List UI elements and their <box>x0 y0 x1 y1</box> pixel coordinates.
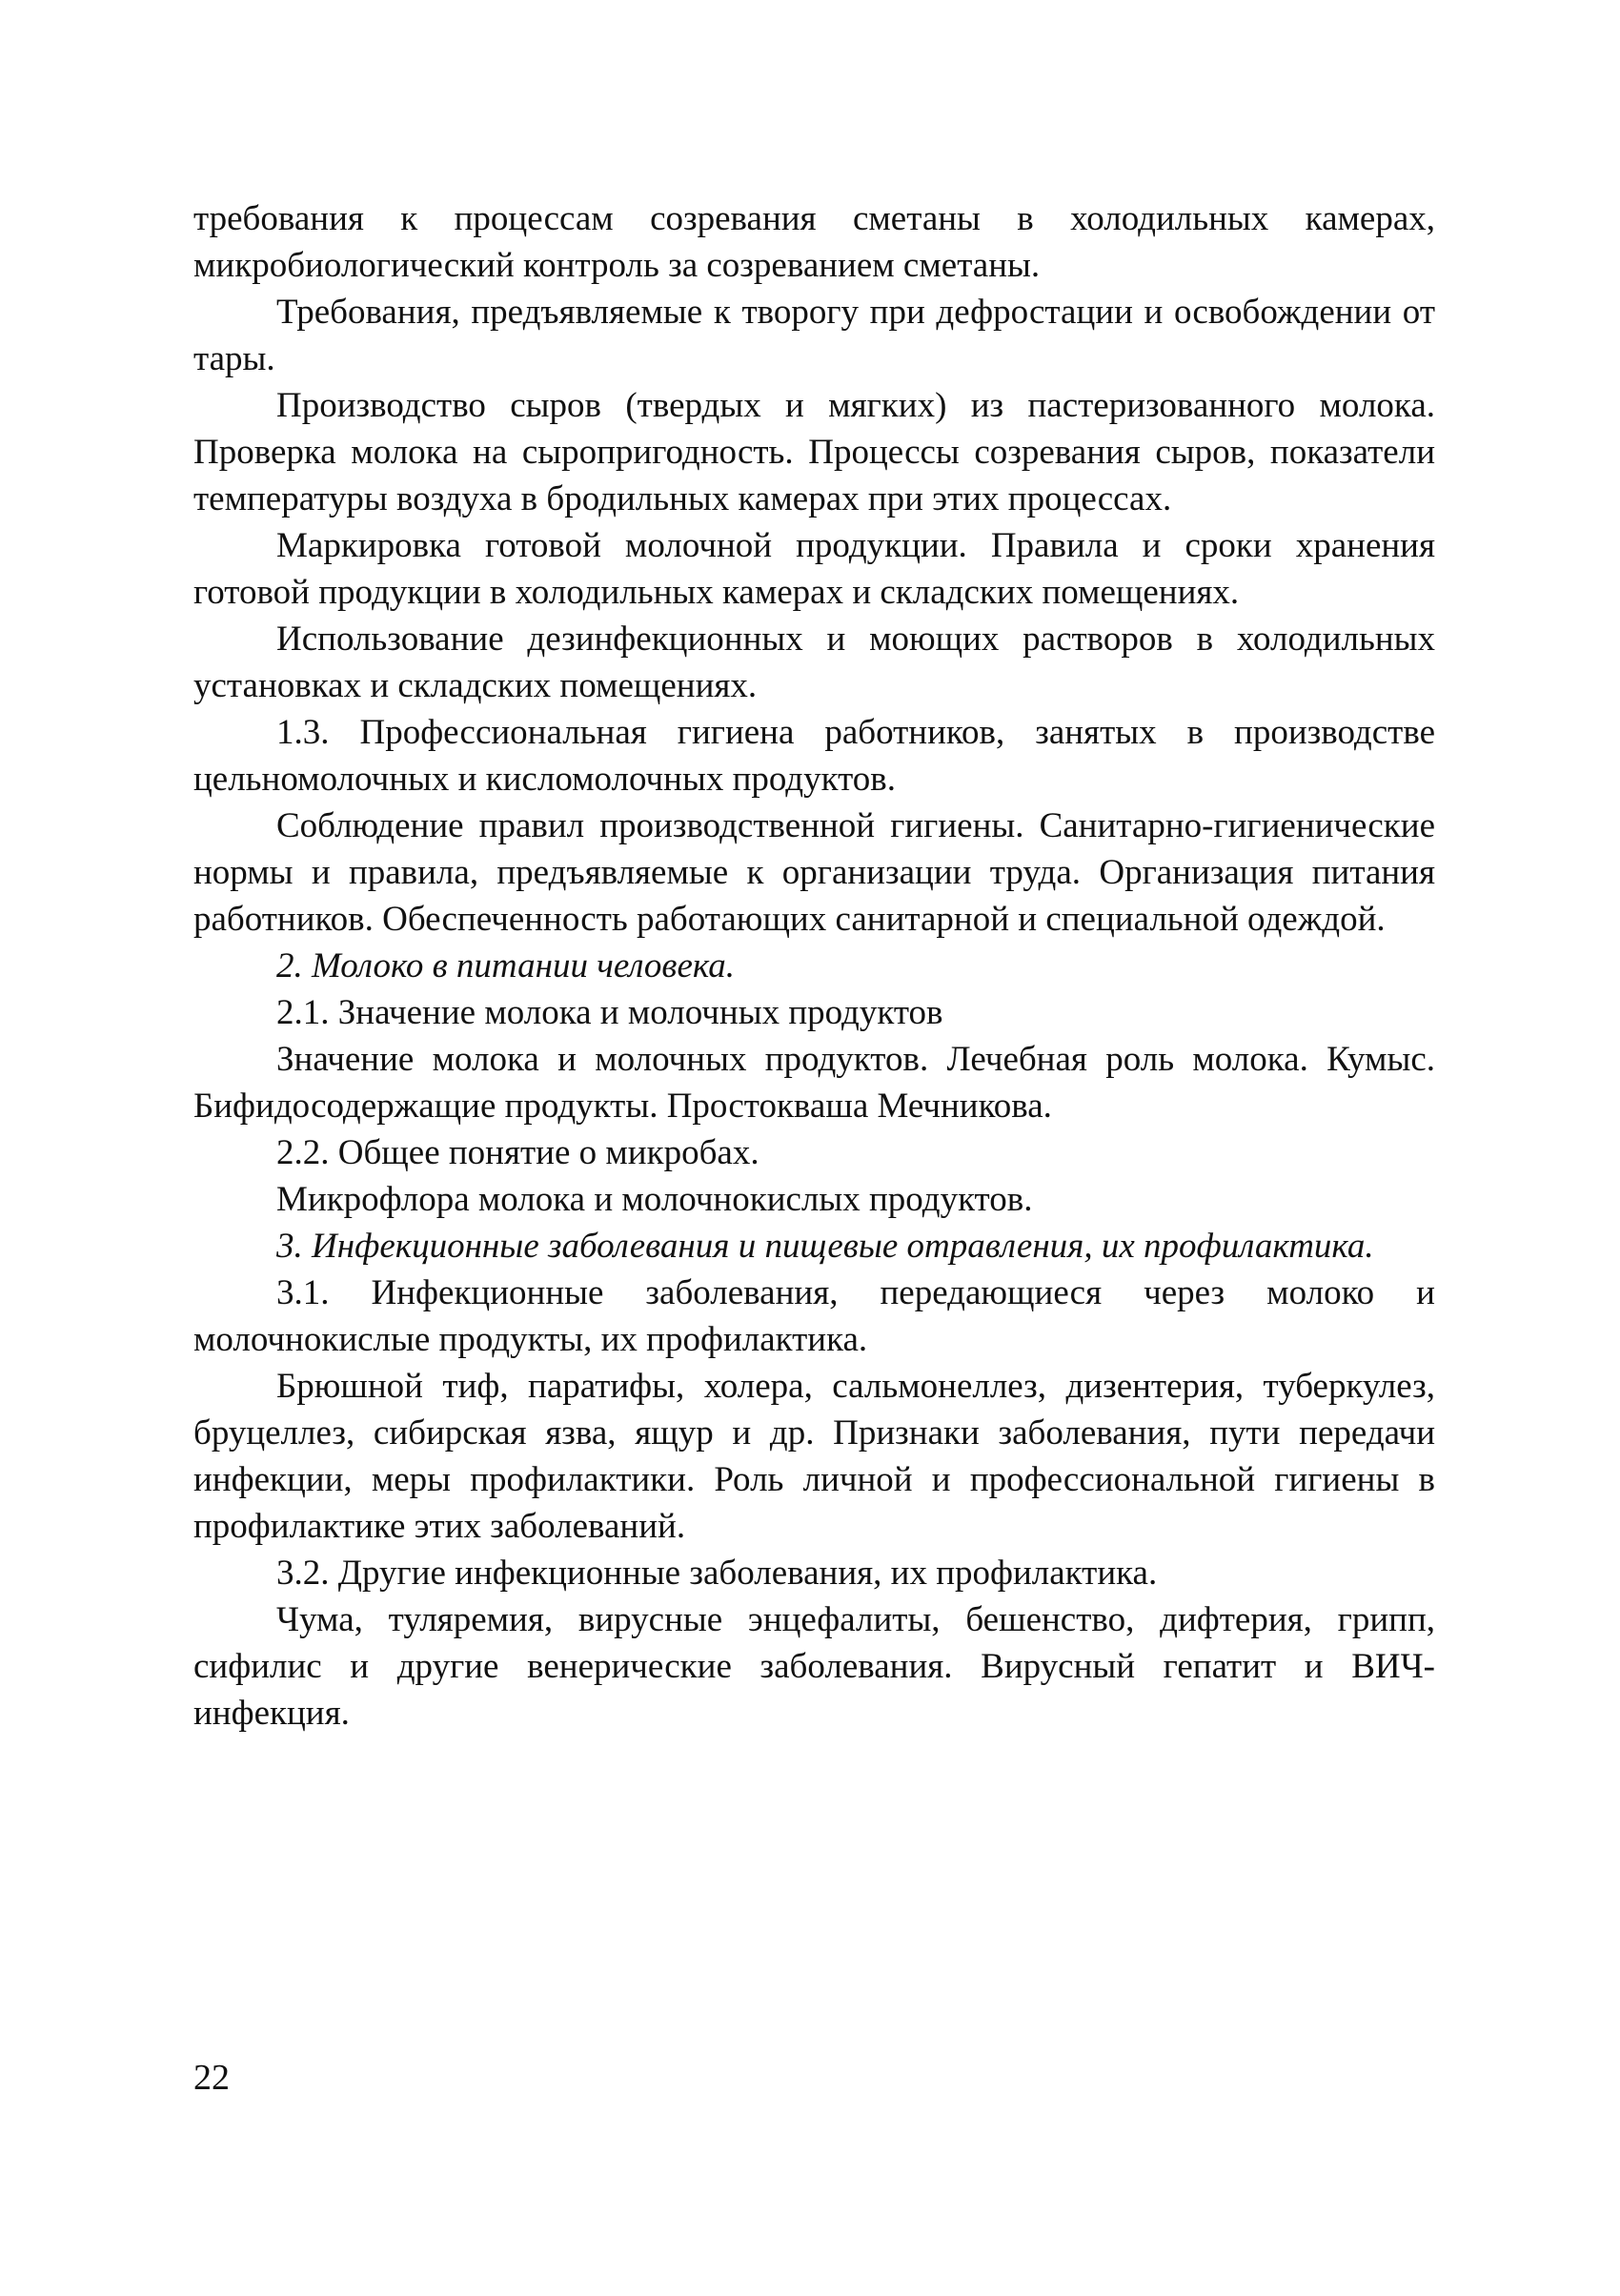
page-number: 22 <box>193 2058 230 2098</box>
paragraph-disinfectants: Использование дезинфекционных и моющих растворов в холодильных установках и складских помещениях. <box>193 620 1435 705</box>
paragraph-milk-value: Значение молока и молочных продуктов. Лечебная роль молока. Кумыс. Бифидосодержащие продукты. Простокваша Мечникова. <box>193 1040 1435 1126</box>
section-heading-2: 2. Молоко в питании человека. <box>276 946 736 985</box>
paragraph-product-labeling: Маркировка готовой молочной продукции. Правила и сроки хранения готовой продукции в холодильных камерах и складских помещениях. <box>193 526 1435 612</box>
paragraph-other-diseases: Чума, туляремия, вирусные энцефалиты, бешенство, дифтерия, грипп, сифилис и другие венерические заболевания. Вирусный гепатит и ВИЧ-инфекция. <box>193 1600 1435 1733</box>
paragraph-cheese-production: Производство сыров (твердых и мягких) из пастеризованного молока. Проверка молока на сыропригодность. Процессы созревания сыров, показатели температуры воздуха в бродильных камерах при этих процессах. <box>193 386 1435 518</box>
section-heading-2-1: 2.1. Значение молока и молочных продуктов <box>276 993 943 1032</box>
paragraph-microflora: Микрофлора молока и молочнокислых продуктов. <box>276 1180 1033 1219</box>
section-heading-3: 3. Инфекционные заболевания и пищевые отравления, их профилактика. <box>276 1227 1374 1266</box>
paragraph-cottage-cheese: Требования, предъявляемые к творогу при дефростации и освобождении от тары. <box>193 293 1435 378</box>
section-heading-2-2: 2.2. Общее понятие о микробах. <box>276 1133 759 1172</box>
paragraph-production-hygiene: Соблюдение правил производственной гигиены. Санитарно-гигиенические нормы и правила, предъявляемые к организации труда. Организация питания работников. Обеспеченность работающих санитарной и специальной одеждой. <box>193 806 1435 939</box>
section-heading-1-3: 1.3. Профессиональная гигиена работников, занятых в производстве цельномолочных и кисломолочных продуктов. <box>193 713 1435 799</box>
paragraph-sour-cream-ripening: требования к процессам созревания сметаны в холодильных камерах, микробиологический контроль за созреванием сметаны. <box>193 199 1435 285</box>
section-heading-3-2: 3.2. Другие инфекционные заболевания, их профилактика. <box>276 1554 1158 1593</box>
section-heading-3-1: 3.1. Инфекционные заболевания, передающиеся через молоко и молочнокислые продукты, их профилактика. <box>193 1273 1435 1359</box>
paragraph-infectious-diseases: Брюшной тиф, паратифы, холера, сальмонеллез, дизентерия, туберкулез, бруцеллез, сибирская язва, ящур и др. Признаки заболевания, пути передачи инфекции, меры профилактики. Роль личной и профессиональной гигиены в профилактике этих заболеваний. <box>193 1367 1435 1546</box>
body-text <box>193 195 1435 1737</box>
